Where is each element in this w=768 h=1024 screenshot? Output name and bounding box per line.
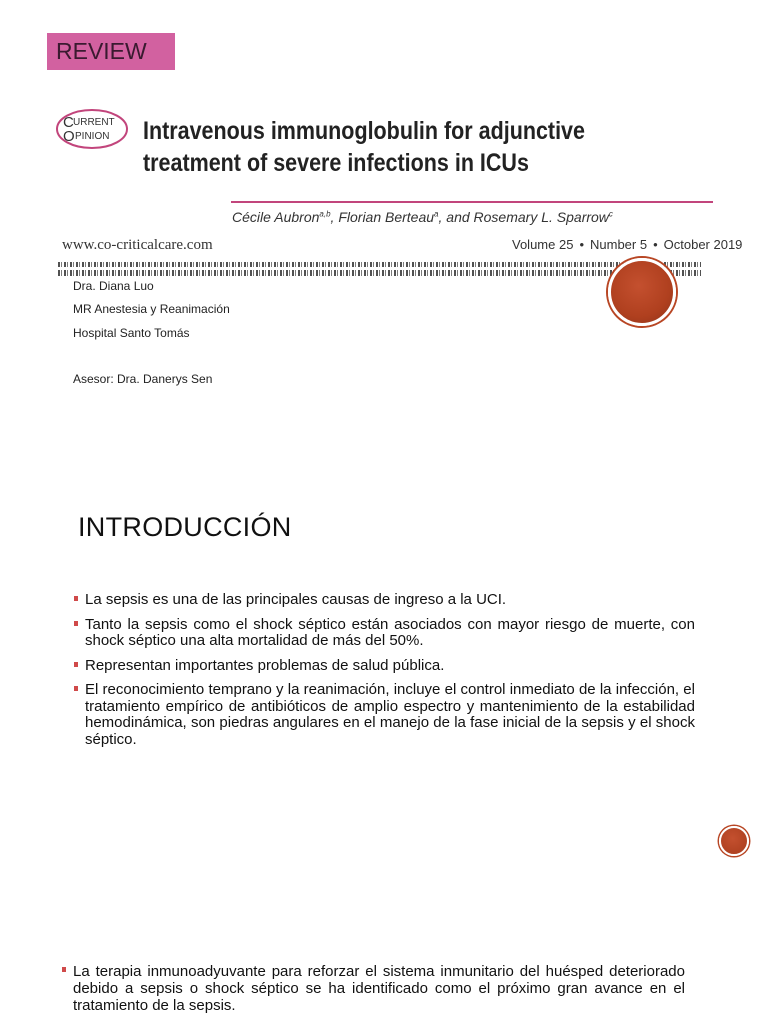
issue-date: October 2019 (663, 237, 743, 252)
advisor: Asesor: Dra. Danerys Sen (73, 372, 213, 386)
author-name: Florian Berteau (338, 209, 435, 225)
logo-cap-c: C (63, 114, 74, 131)
list-item: Representan importantes problemas de salud pública. (73, 658, 695, 675)
author-name: Cécile Aubron (232, 209, 320, 225)
logo-line2: PINION (75, 131, 110, 142)
issue-separator: • (579, 237, 584, 252)
decorative-circle (608, 258, 676, 326)
author-separator: , and (438, 209, 474, 225)
issue-info (512, 237, 742, 252)
author-name: Rosemary L. Sparrow (473, 209, 609, 225)
author-affiliation: a (434, 209, 439, 219)
decorative-circle-small (719, 826, 749, 856)
issue-number: Number 5 (590, 237, 648, 252)
list-item: El reconocimiento temprano y la reanimación, incluye el control inmediato de la infección, el tratamiento empírico de antibióticos de amplio espectro y mantenimiento de la estabilidad hemodinámica, son piedras angulares en el manejo de la fase inicial de la sepsis y el shock séptico. (73, 682, 695, 748)
issue-volume: Volume 25 (512, 237, 574, 252)
article-title (143, 115, 625, 179)
logo-cap-o: O (63, 128, 75, 145)
presenter-name: Dra. Diana Luo (73, 279, 154, 293)
current-opinion-logo (55, 108, 129, 150)
author-affiliation: a,b (319, 209, 331, 219)
issue-separator: • (653, 237, 658, 252)
intro-bullet-list (73, 592, 695, 756)
list-item: La terapia inmunoadyuvante para reforzar el sistema inmunitario del huésped deteriorado debido a sepsis o shock séptico se ha identificado como el próximo gran avance en el tratamiento de la sepsis. (61, 963, 685, 1014)
section-heading: INTRODUCCIÓN (78, 512, 292, 542)
author-separator: , (330, 209, 339, 225)
presenter-hospital: Hospital Santo Tomás (73, 326, 190, 340)
article-title-line2: treatment of severe infections in ICUs (143, 149, 529, 177)
decorative-pattern-band (58, 262, 701, 276)
logo-line1: URRENT (73, 117, 115, 128)
presenter-role: MR Anestesia y Reanimación (73, 302, 230, 316)
review-badge: REVIEW (47, 33, 175, 70)
list-item: Tanto la sepsis como el shock séptico están asociados con mayor riesgo de muerte, con shock séptico una alta mortalidad de más del 50%. (73, 617, 695, 650)
title-divider (231, 201, 713, 203)
author-affiliation: c (608, 209, 613, 219)
author-list (232, 209, 613, 225)
journal-website: www.co-criticalcare.com (62, 237, 213, 253)
list-item: La sepsis es una de las principales causas de ingreso a la UCI. (73, 592, 695, 609)
slide3-bullet-list (61, 963, 685, 1014)
article-title-line1: Intravenous immunoglobulin for adjunctive (143, 117, 585, 145)
